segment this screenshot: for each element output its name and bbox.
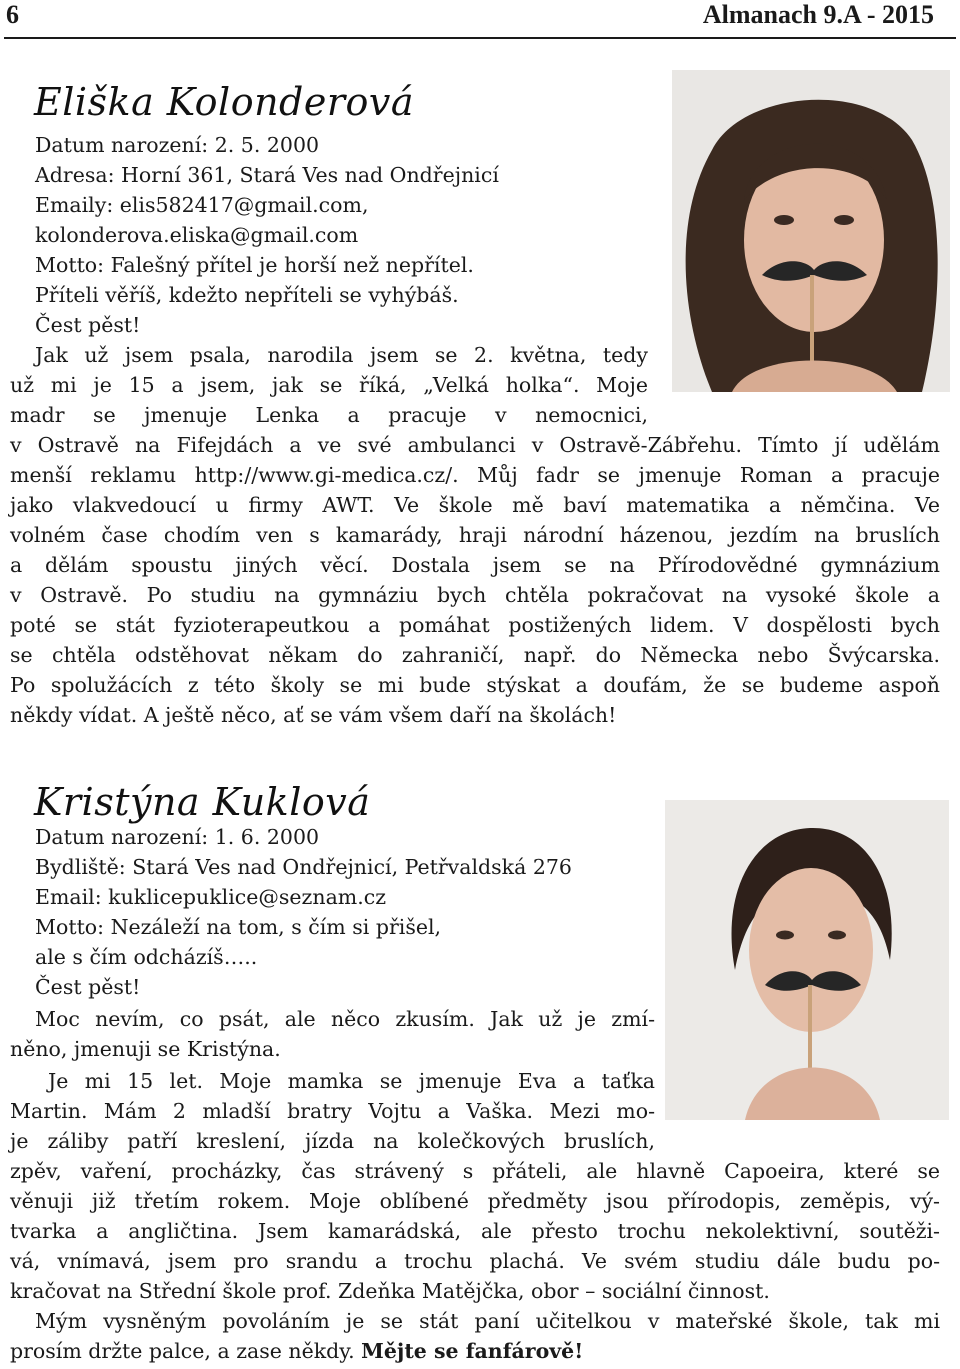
text-line: menší reklamu http://www.gi-medica.cz/. Můj fadr se jmenuje Roman a pracuje (10, 463, 940, 487)
text-line: v Ostravě. Po studiu na gymnáziu bych chtěla pokračovat na vysoké škole a (10, 583, 940, 607)
almanac-title: Almanach 9.A - 2015 (702, 0, 934, 29)
motto: Motto: Nezáleží na tom, s čím si přišel, (35, 915, 442, 939)
closing-text: prosím držte palce, a zase někdy. (10, 1339, 355, 1363)
motto: Motto: Falešný přítel je horší než nepřítel. (35, 253, 474, 277)
text-line: už mi je 15 a jsem, jak se říká, „Velká holka“. Moje (10, 373, 648, 397)
birth-date: Datum narození: 1. 6. 2000 (35, 825, 320, 849)
email-2: kolonderova.eliska@gmail.com (35, 223, 359, 247)
text-line: Po spolužácích z této školy se mi bude stýskat a doufám, že se budeme aspoň (10, 673, 940, 697)
motto-continued: ale s čím odcházíš….. (35, 945, 258, 969)
text-line: v Ostravě na Fifejdách a ve své ambulanci v Ostravě-Zábřehu. Tímto jí udělám (10, 433, 940, 457)
text-line: Martin. Mám 2 mladší bratry Vojtu a Vaška. Mezi mo- (10, 1099, 655, 1123)
text-line: Je mi 15 let. Moje mamka se jmenuje Eva a taťka (48, 1069, 655, 1093)
emails: Emaily: elis582417@gmail.com, (35, 193, 369, 217)
text-line: se chtěla odstěhovat někam do zahraničí, např. do Německa nebo Švýcarska. (10, 643, 940, 667)
text-line: vá, vnímavá, jsem pro srandu a trochu plachá. Ve svém studiu dále budu po- (10, 1249, 940, 1273)
residence: Bydliště: Stará Ves nad Ondřejnicí, Petřvaldská 276 (35, 855, 572, 879)
header-rule (4, 37, 956, 39)
text-line-last (10, 1336, 583, 1366)
text-line: jako vlakvedoucí u firmy AWT. Ve škole mě baví matematika a němčina. Ve (10, 493, 940, 517)
text-line: někdy vídat. A ještě něco, ať se vám všem daří na školách! (10, 703, 617, 727)
birth-date: Datum narození: 2. 5. 2000 (35, 133, 320, 157)
student-name-1: Eliška Kolonderová (34, 80, 415, 124)
text-line: volném čase chodím ven s kamarády, hraji národní házenou, jezdím na bruslích (10, 523, 940, 547)
text-line: poté se stát fyzioterapeutkou a pomáhat postižených lidem. V dospělosti bych (10, 613, 940, 637)
email: Email: kuklicepuklice@seznam.cz (35, 885, 387, 909)
text-line: madr se jmenuje Lenka a pracuje v nemocnici, (10, 403, 648, 427)
text-line: zpěv, vaření, procházky, čas strávený s přáteli, ale hlavně Capoeira, které se (10, 1159, 940, 1183)
student-name-2: Kristýna Kuklová (34, 780, 371, 824)
motto-continued: Příteli věříš, kdežto nepříteli se vyhýbáš. (35, 283, 459, 307)
text-line: Moc nevím, co psát, ale něco zkusím. Jak už je zmí- (35, 1007, 655, 1031)
text-line: Jak už jsem psala, narodila jsem se 2. května, tedy (35, 343, 648, 367)
greeting: Čest pěst! (35, 313, 141, 337)
text-line: Mým vysněným povoláním je se stát paní učitelkou v mateřské škole, tak mi (35, 1309, 940, 1333)
portrait-photo-2 (665, 800, 949, 1120)
greeting: Čest pěst! (35, 975, 141, 999)
text-line: kračovat na Střední škole prof. Zdeňka Matějčka, obor – sociální činnost. (10, 1279, 770, 1303)
portrait-photo-1 (672, 70, 950, 392)
address: Adresa: Horní 361, Stará Ves nad Ondřejnicí (35, 163, 499, 187)
text-line: věnuji již třetím rokem. Moje oblíbené předměty jsou přírodopis, zeměpis, vý- (10, 1189, 940, 1213)
text-line: je záliby patří kreslení, jízda na kolečkových bruslích, (10, 1129, 655, 1153)
text-line: něno, jmenuji se Kristýna. (10, 1037, 281, 1061)
closing-bold: Mějte se fanfárově! (361, 1339, 584, 1363)
text-line: tvarka a angličtina. Jsem kamarádská, ale přesto trochu nekolektivní, soutěži- (10, 1219, 940, 1243)
text-line: a dělám spoustu jiných věcí. Dostala jsem se na Přírodovědné gymnázium (10, 553, 940, 577)
page-number: 6 (6, 0, 19, 29)
page-header (0, 0, 960, 36)
